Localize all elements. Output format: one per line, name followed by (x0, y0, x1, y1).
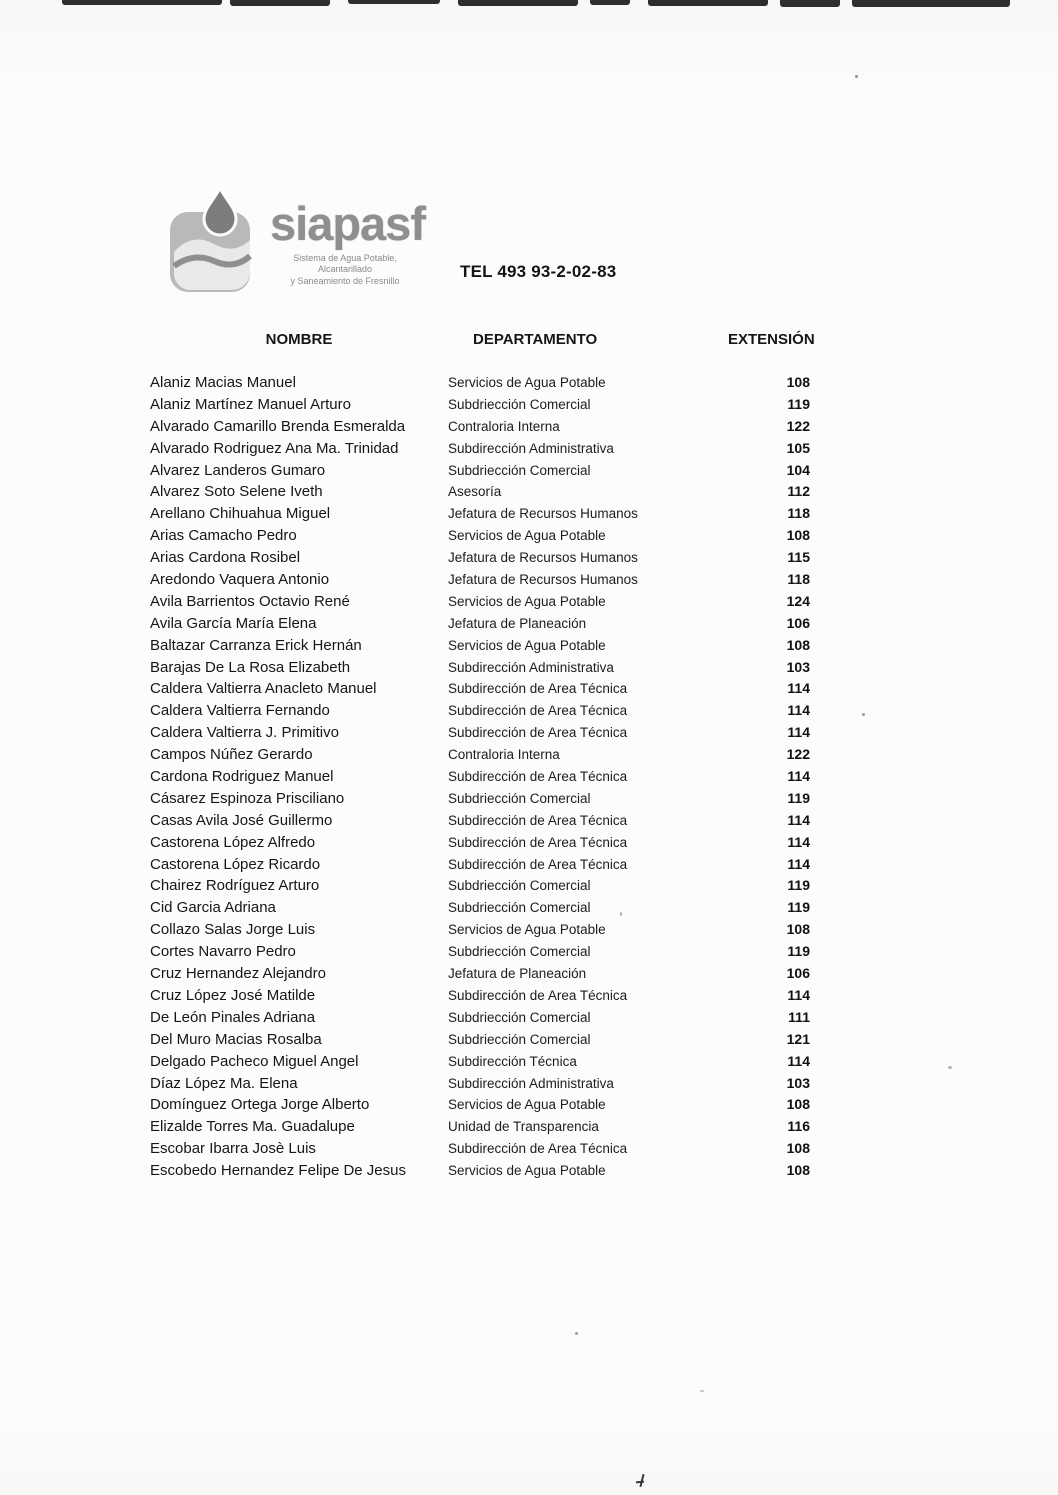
table-row (150, 943, 830, 965)
table-cell-departamento: Unidad de Transparencia (448, 1119, 599, 1135)
table-cell-nombre: Cruz Hernandez Alejandro (150, 965, 326, 983)
table-cell-nombre: Alvarez Landeros Gumaro (150, 461, 326, 479)
siapasf-logo (166, 186, 425, 298)
table-cell-nombre: Alaniz Macias Manuel (150, 374, 296, 391)
table-cell-departamento: Subdirección Administrativa (448, 1075, 614, 1091)
scan-artifact (230, 0, 330, 6)
table-cell-departamento: Subdirección Técnica (448, 1053, 577, 1069)
table-cell-extension: 108 (786, 374, 810, 390)
scan-speck (575, 1332, 578, 1335)
table-body (150, 374, 830, 1184)
table-row (150, 418, 830, 440)
table-cell-departamento: Servicios de Agua Potable (448, 1097, 606, 1113)
table-row (150, 746, 830, 768)
table-cell-nombre: Caldera Valtierra Anacleto Manuel (150, 680, 377, 698)
table-cell-nombre: Delgado Pacheco Miguel Angel (150, 1052, 359, 1070)
table-row (150, 834, 830, 856)
table-cell-extension: 119 (787, 395, 810, 412)
table-cell-departamento: Subdriección Comercial (448, 396, 591, 412)
table-cell-extension: 108 (786, 527, 810, 544)
table-cell-nombre: Avila Barrientos Octavio René (150, 592, 350, 610)
table-row (150, 724, 830, 746)
table-cell-extension: 116 (787, 1118, 810, 1135)
table-cell-extension: 114 (787, 1052, 810, 1069)
table-cell-nombre: Campos Núñez Gerardo (150, 746, 313, 764)
table-row (150, 1031, 830, 1053)
scan-artifact (852, 0, 1010, 7)
table-cell-nombre: Collazo Salas Jorge Luis (150, 921, 316, 939)
table-cell-departamento: Servicios de Agua Potable (448, 637, 606, 653)
table-cell-departamento: Subdirección de Area Técnica (448, 1141, 628, 1157)
logo-tagline-line: y Saneamiento de Fresnillo (290, 275, 400, 286)
table-row (150, 768, 830, 790)
table-cell-departamento: Jefatura de Planeación (448, 615, 587, 631)
table-cell-nombre: Escobedo Hernandez Felipe De Jesus (150, 1162, 406, 1180)
table-cell-nombre: Cásarez Espinoza Prisciliano (150, 789, 345, 807)
table-cell-extension: 105 (786, 439, 810, 456)
table-row (150, 527, 830, 549)
table-row (150, 593, 830, 615)
table-cell-extension: 114 (787, 855, 810, 872)
logo-tagline-line: Sistema de Agua Potable, Alcantarillado (293, 253, 397, 275)
table-cell-departamento: Jefatura de Recursos Humanos (448, 550, 638, 566)
table-cell-extension: 119 (787, 943, 810, 960)
table-cell-nombre: Alvarado Rodriguez Ana Ma. Trinidad (150, 439, 399, 457)
table-cell-departamento: Subdriección Comercial (448, 900, 591, 916)
table-cell-departamento: Subdriección Comercial (448, 878, 591, 894)
table-cell-extension: 119 (787, 877, 810, 894)
table-cell-departamento: Subdirección de Area Técnica (448, 987, 628, 1003)
table-cell-departamento: Subdirección de Area Técnica (448, 834, 628, 850)
table-cell-nombre: De León Pinales Adriana (150, 1008, 316, 1026)
table-cell-departamento: Subdirección Administrativa (448, 440, 614, 456)
phone-number: TEL 493 93-2-02-83 (460, 262, 617, 281)
table-cell-nombre: Escobar Ibarra Josè Luis (150, 1140, 316, 1158)
table-cell-extension: 118 (787, 571, 810, 588)
table-cell-extension: 103 (786, 658, 810, 675)
table-cell-departamento: Contraloria Interna (448, 418, 560, 434)
column-header-departamento: DEPARTAMENTO (473, 331, 598, 348)
table-row (150, 615, 830, 637)
table-row (150, 965, 830, 987)
table-row (150, 483, 830, 505)
scan-artifact (62, 0, 222, 5)
table-cell-nombre: Arellano Chihuahua Miguel (150, 505, 331, 523)
table-cell-nombre: Arias Cardona Rosibel (150, 549, 301, 567)
table-cell-extension: 114 (787, 702, 810, 719)
table-cell-extension: 111 (788, 1008, 810, 1025)
table-row (150, 374, 830, 396)
table-cell-extension: 114 (787, 680, 810, 697)
table-row (150, 396, 830, 418)
table-row (150, 505, 830, 527)
table-row (150, 549, 830, 571)
table-row (150, 812, 830, 834)
logo-wordmark: siapasf (270, 197, 425, 250)
table-row (150, 987, 830, 1009)
table-cell-extension: 119 (787, 789, 810, 806)
table-cell-departamento: Subdriección Comercial (448, 944, 591, 960)
table-cell-nombre: Cardona Rodriguez Manuel (150, 768, 334, 786)
table-row (150, 680, 830, 702)
table-row (150, 1162, 830, 1184)
table-cell-extension: 121 (786, 1030, 810, 1047)
table-cell-extension: 115 (787, 549, 810, 566)
table-cell-extension: 114 (787, 724, 810, 741)
table-cell-nombre: Castorena López Ricardo (150, 855, 321, 873)
table-cell-nombre: Cruz López José Matilde (150, 986, 316, 1004)
table-row (150, 856, 830, 878)
table-cell-nombre: Caldera Valtierra J. Primitivo (150, 724, 339, 742)
table-cell-nombre: Chairez Rodríguez Arturo (150, 877, 320, 895)
table-cell-departamento: Servicios de Agua Potable (448, 1163, 606, 1179)
scan-speck (700, 1390, 704, 1392)
table-cell-extension: 119 (787, 899, 810, 916)
table-cell-departamento: Subdirección de Area Técnica (448, 725, 628, 741)
scan-artifact (780, 0, 840, 7)
scan-speck (948, 1066, 952, 1069)
table-cell-extension: 112 (787, 483, 810, 500)
table-cell-extension: 118 (787, 505, 810, 522)
table-cell-departamento: Asesoría (448, 484, 502, 500)
table-cell-departamento: Jefatura de Planeación (448, 966, 587, 982)
scan-artifact (648, 0, 768, 6)
table-row (150, 462, 830, 484)
table-cell-departamento: Subdriección Comercial (448, 1009, 591, 1025)
table-cell-extension: 108 (786, 1162, 810, 1179)
table-cell-nombre: Arias Camacho Pedro (150, 527, 297, 545)
table-row (150, 790, 830, 812)
table-row (150, 440, 830, 462)
table-row (150, 877, 830, 899)
table-cell-extension: 122 (786, 417, 810, 434)
table-cell-nombre: Díaz López Ma. Elena (150, 1074, 298, 1092)
table-cell-nombre: Barajas De La Rosa Elizabeth (150, 658, 351, 676)
scan-artifact (458, 0, 578, 6)
table-cell-departamento: Subdirección de Area Técnica (448, 681, 628, 697)
table-cell-departamento: Servicios de Agua Potable (448, 922, 606, 938)
table-cell-departamento: Jefatura de Recursos Humanos (448, 506, 638, 522)
table-cell-departamento: Subdirección de Area Técnica (448, 769, 628, 785)
table-cell-nombre: Del Muro Macias Rosalba (150, 1030, 322, 1048)
table-cell-extension: 103 (786, 1074, 810, 1091)
table-row (150, 1118, 830, 1140)
table-cell-extension: 106 (786, 614, 810, 631)
table-cell-departamento: Servicios de Agua Potable (448, 528, 606, 544)
table-header (150, 330, 830, 350)
table-cell-extension: 108 (786, 1096, 810, 1113)
table-cell-departamento: Jefatura de Recursos Humanos (448, 572, 638, 588)
table-row (150, 702, 830, 724)
table-row (150, 899, 830, 921)
table-cell-departamento: Contraloria Interna (448, 747, 560, 763)
table-cell-extension: 108 (786, 921, 810, 938)
table-cell-departamento: Subdriección Comercial (448, 462, 591, 478)
table-cell-nombre: Casas Avila José Guillermo (150, 811, 333, 829)
scan-artifact (348, 0, 440, 4)
table-cell-nombre: Baltazar Carranza Erick Hernán (150, 636, 362, 654)
table-row (150, 1140, 830, 1162)
table-row (150, 637, 830, 659)
scan-speck (620, 912, 622, 916)
table-cell-extension: 114 (787, 833, 810, 850)
table-cell-extension: 108 (786, 636, 810, 653)
table-row (150, 1053, 830, 1075)
table-row (150, 1096, 830, 1118)
water-drop-icon (166, 186, 262, 298)
scan-pen-mark (636, 1474, 647, 1487)
table-cell-departamento: Subdirección de Area Técnica (448, 812, 628, 828)
extension-table (150, 330, 830, 1184)
table-cell-departamento: Subdirección de Area Técnica (448, 856, 628, 872)
table-row (150, 1009, 830, 1031)
table-cell-nombre: Castorena López Alfredo (150, 833, 316, 851)
table-cell-nombre: Elizalde Torres Ma. Guadalupe (150, 1118, 355, 1136)
table-row (150, 571, 830, 593)
table-cell-departamento: Subdriección Comercial (448, 790, 591, 806)
table-cell-departamento: Subdirección de Area Técnica (448, 703, 628, 719)
scan-artifact (590, 0, 630, 5)
table-cell-nombre: Alvarado Camarillo Brenda Esmeralda (150, 417, 406, 435)
table-row (150, 659, 830, 681)
table-cell-nombre: Avila García María Elena (150, 614, 317, 632)
table-cell-extension: 122 (786, 746, 810, 763)
table-cell-extension: 114 (787, 768, 810, 785)
table-cell-extension: 124 (786, 592, 810, 609)
table-cell-extension: 114 (787, 811, 810, 828)
table-row (150, 921, 830, 943)
table-cell-departamento: Servicios de Agua Potable (448, 375, 606, 390)
table-cell-nombre: Caldera Valtierra Fernando (150, 702, 330, 720)
table-cell-extension: 108 (786, 1140, 810, 1157)
table-cell-departamento: Subdirección Administrativa (448, 659, 614, 675)
table-cell-departamento: Servicios de Agua Potable (448, 593, 606, 609)
scan-speck (862, 713, 865, 716)
table-cell-nombre: Aredondo Vaquera Antonio (150, 571, 330, 589)
table-row (150, 1075, 830, 1097)
column-header-nombre: NOMBRE (265, 331, 333, 348)
table-cell-nombre: Alvarez Soto Selene Iveth (150, 483, 323, 501)
table-cell-extension: 114 (787, 986, 810, 1003)
column-header-extension: EXTENSIÓN (728, 331, 815, 348)
table-cell-nombre: Cid Garcia Adriana (150, 899, 276, 917)
table-cell-departamento: Subdriección Comercial (448, 1031, 591, 1047)
logo-tagline (270, 253, 420, 287)
scan-speck (855, 75, 858, 78)
table-cell-extension: 106 (786, 965, 810, 982)
table-cell-nombre: Domínguez Ortega Jorge Alberto (150, 1096, 370, 1114)
table-cell-extension: 104 (786, 461, 810, 478)
table-cell-nombre: Cortes Navarro Pedro (150, 943, 296, 961)
table-cell-nombre: Alaniz Martínez Manuel Arturo (150, 395, 351, 413)
